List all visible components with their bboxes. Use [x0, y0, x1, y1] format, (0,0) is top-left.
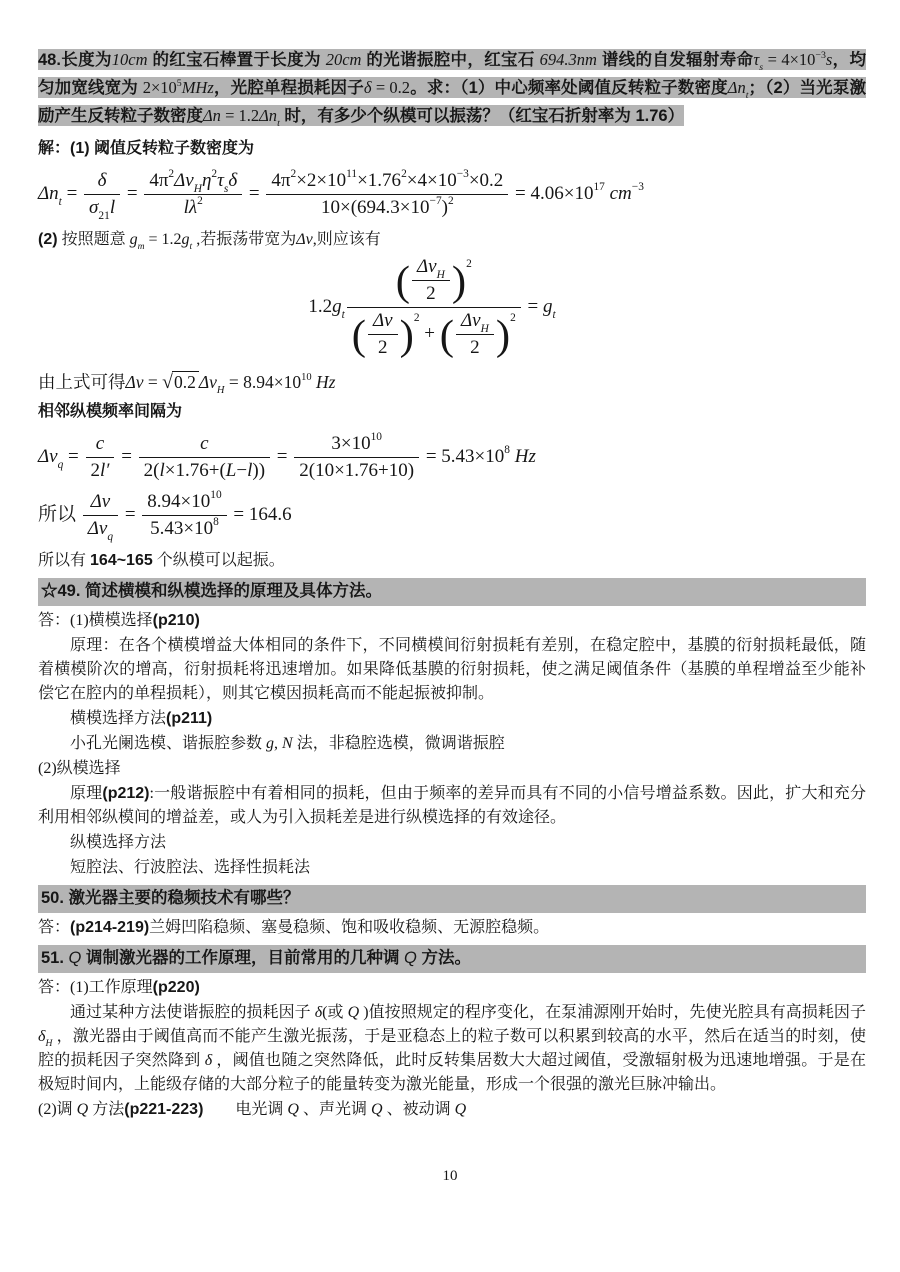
- text-run: 10×(694.3×10: [321, 197, 430, 218]
- math-superscript: 17: [593, 181, 605, 194]
- math-paren: (: [351, 311, 366, 359]
- math-variable: σ: [89, 197, 99, 218]
- fraction-numerator: [347, 256, 521, 308]
- math-variable: η: [201, 170, 212, 191]
- math-variable: τ: [217, 170, 224, 191]
- question-48-highlight: [38, 49, 867, 129]
- text-run: =: [122, 182, 143, 204]
- math-variable: Q: [371, 1101, 383, 1118]
- math-variable: δ: [38, 1028, 46, 1045]
- math-subscript: s: [223, 182, 229, 195]
- math-fraction: [412, 256, 450, 305]
- math-subscript: m: [137, 240, 145, 252]
- math-variable: g: [543, 295, 553, 317]
- math-subscript: t: [552, 308, 556, 321]
- math-variable: Q: [454, 1101, 467, 1118]
- radical-sign: √: [162, 372, 173, 393]
- text-run: 答：: [38, 919, 71, 936]
- math-paren: ): [399, 311, 414, 359]
- text-run: ，阈值也随之突然降低，此时反转集居数大大超过阈值，受激辐射极为迅速地增强。于是在极短时间内，上能级存储的大部分粒子的能量转变为激光能量，形成一个很强的激光巨脉冲输出。: [38, 1052, 866, 1093]
- math-variable: l: [247, 460, 253, 481]
- math-variable: Δν: [174, 170, 194, 191]
- mode-count-conclusion: [38, 549, 866, 573]
- fraction-denominator: [412, 281, 450, 305]
- math-fraction: [266, 170, 508, 219]
- math-variable: Δν: [90, 491, 111, 512]
- math-variable: Δν: [125, 372, 144, 392]
- math-superscript: −3: [456, 168, 469, 181]
- math-variable: δ: [228, 170, 238, 191]
- math-variable: g: [129, 231, 138, 248]
- text-run: =: [61, 182, 83, 204]
- answer-49-label: [38, 609, 866, 633]
- bold-text: ；（2）当光泵激励产生反转粒子数密度: [38, 79, 866, 125]
- formula-bandwidth-result: [38, 369, 866, 396]
- math-variable: Δν: [198, 372, 217, 392]
- math-superscript: 2: [401, 168, 407, 181]
- text-run: 由上式可得: [38, 372, 126, 392]
- math-paren: (: [395, 257, 410, 305]
- bold-text: 时，有多少个纵模可以振荡？（红宝石折射率为 1.76）: [279, 107, 685, 125]
- text-run: =: [272, 445, 293, 467]
- fraction-numerator: [294, 433, 419, 458]
- q-methods: [38, 1098, 866, 1122]
- math-subscript: s: [759, 61, 764, 73]
- text-run: = 1.2: [220, 106, 260, 125]
- math-superscript: 10: [370, 431, 382, 444]
- bold-text: (p214-219): [70, 919, 150, 936]
- text-run: −: [236, 460, 248, 481]
- text-run: )值按照规定的程序变化，在泵浦源刚开始时，先使光腔具有高损耗因子: [359, 1004, 866, 1021]
- text-run: 3×10: [331, 433, 371, 454]
- text-run: 8.94×10: [147, 491, 211, 512]
- bold-text: 谱线的自发辐射寿命: [596, 51, 754, 69]
- math-fraction: [347, 256, 521, 359]
- fraction-numerator: [84, 170, 120, 195]
- math-variable: Q: [347, 1004, 360, 1021]
- bold-text: 调制激光器的工作原理，目前常用的几种调: [81, 949, 405, 967]
- math-subscript: t: [58, 195, 62, 208]
- math-superscript: 5: [176, 77, 182, 89]
- text-run: = 5.43×10: [421, 445, 505, 467]
- text-run: ): [441, 197, 448, 218]
- longitudinal-title: (2)纵模选择: [38, 760, 121, 777]
- fraction-denominator: [368, 335, 398, 359]
- math-superscript: 2: [510, 312, 516, 325]
- math-variable: g: [266, 735, 275, 752]
- math-superscript: 2: [413, 312, 420, 325]
- math-fraction: [294, 433, 419, 482]
- math-paren: (: [439, 311, 454, 359]
- text-run: ×4×10: [406, 170, 457, 191]
- math-variable: l: [109, 197, 116, 218]
- text-run: 、声光调: [298, 1101, 371, 1118]
- solution-step2-line: [38, 228, 866, 252]
- fraction-denominator: [83, 516, 118, 543]
- text-run: 2: [378, 337, 388, 358]
- math-superscript: 8: [504, 444, 510, 457]
- math-variable: Δν: [461, 310, 481, 331]
- bold-text: 的红宝石棒置于长度为: [147, 51, 326, 69]
- transverse-principle: 原理：在各个横模增益大体相同的条件下，不同横模间衍射损耗有差别，在稳定腔中，基膜的衍射损耗最低，随着横模阶次的增高，衍射损耗将迅速增加。如果降低基膜的衍射损耗，使之满足阈值条件（基膜的单程增益至少能补偿它在腔内的单程损耗），则其它模因损耗高而不能起振被抑制。: [38, 637, 866, 702]
- text-run: = 8.94×10: [224, 372, 302, 392]
- math-variable: τ: [753, 50, 760, 69]
- fraction-numerator: [142, 491, 226, 516]
- text-run: 横模选择方法: [70, 710, 167, 727]
- math-subscript: t: [277, 117, 280, 129]
- math-variable: Hz: [311, 372, 336, 392]
- math-variable: l′: [100, 460, 110, 481]
- page-number: 10: [442, 1168, 458, 1184]
- math-subscript: t: [745, 89, 749, 101]
- math-variable: Δν: [416, 256, 437, 277]
- text-run: ×1.76: [357, 170, 402, 191]
- math-variable: s: [825, 50, 833, 69]
- math-sqrt: [162, 369, 199, 396]
- fraction-denominator: [86, 458, 115, 482]
- math-superscript: 2: [211, 168, 218, 181]
- text-run: 2×10: [142, 78, 177, 97]
- text-run: (或: [322, 1004, 348, 1021]
- math-subscript: 21: [98, 209, 110, 222]
- math-variable: Δν: [38, 445, 58, 467]
- math-variable: c: [95, 433, 105, 454]
- math-subscript: q: [107, 530, 114, 543]
- math-fraction: [368, 310, 398, 359]
- math-subscript: H: [45, 1037, 53, 1049]
- mode-interval-label: 相邻纵模频率间隔为: [38, 403, 183, 420]
- math-superscript: 2: [197, 195, 203, 208]
- math-variable: δ: [363, 78, 372, 97]
- text-run: 小孔光阑选模、谐振腔参数: [70, 735, 267, 752]
- math-variable: 20cm: [325, 50, 362, 69]
- text-run: +: [419, 322, 440, 344]
- math-variable: g: [332, 295, 342, 317]
- math-subscript: t: [341, 308, 345, 321]
- text-run: = 4.06×10: [510, 182, 594, 204]
- math-subscript: H: [480, 322, 489, 335]
- q-switching-principle: [38, 1001, 866, 1097]
- fraction-numerator: [139, 433, 270, 458]
- math-variable: Δν: [87, 518, 108, 539]
- math-superscript: −3: [631, 181, 644, 194]
- longitudinal-methods: 短腔法、行波腔法、选择性损耗法: [70, 859, 311, 876]
- fraction-numerator: [266, 170, 508, 195]
- fraction-numerator: [456, 310, 494, 335]
- math-paren: ): [495, 311, 511, 359]
- math-fraction: [142, 491, 226, 540]
- bold-text: 方法。: [416, 949, 471, 967]
- bold-text: 164~165: [90, 552, 153, 569]
- transverse-method-title: [38, 707, 866, 731]
- fraction-numerator: [412, 256, 450, 281]
- bold-text: 48.长度为: [38, 51, 112, 69]
- math-superscript: 2: [466, 258, 472, 271]
- math-superscript: 2: [290, 168, 297, 181]
- math-variable: Δν: [296, 231, 313, 248]
- bold-text: (p212): [102, 785, 150, 802]
- formula-mode-count: [38, 489, 866, 543]
- math-subscript: q: [57, 458, 64, 471]
- text-run: ×2×10: [296, 170, 347, 191]
- bold-text: ，光腔单程损耗因子: [213, 79, 364, 97]
- text-run: 1.2: [308, 295, 333, 317]
- math-fraction: [456, 310, 494, 359]
- solution-intro: 解：(1) 阈值反转粒子数密度为: [38, 140, 255, 157]
- text-run: 兰姆凹陷稳频、塞曼稳频、饱和吸收稳频、无源腔稳频。: [149, 919, 550, 936]
- math-variable: g: [181, 231, 190, 248]
- formula-gain-bandwidth: [38, 256, 826, 359]
- math-variable: Δn: [259, 106, 278, 125]
- math-superscript: 2: [168, 168, 175, 181]
- text-run: ，激光器由于阈值高而不能产生激光振荡，于是亚稳态上的粒子数可以积累到较高的水平，然后在适当的时刻，使腔的损耗因子突然降到: [38, 1028, 866, 1069]
- math-fraction: [86, 433, 115, 482]
- math-subscript: H: [193, 182, 202, 195]
- text-run: ,则应该有: [312, 231, 381, 248]
- transverse-methods: [38, 732, 866, 756]
- text-run: 0.2: [173, 372, 196, 392]
- fraction-denominator: [144, 195, 242, 219]
- math-variable: MHz: [181, 78, 214, 97]
- fraction-denominator: [84, 195, 120, 222]
- math-variable: N: [282, 735, 293, 752]
- fraction-numerator: [368, 310, 398, 335]
- bold-text: ，均匀加宽线宽为: [38, 51, 867, 97]
- math-superscript: −7: [429, 195, 442, 208]
- text-run: :一般谐振腔中有着相同的损耗，但由于频率的差异而具有不同的小信号增益系数。因此，扩大和充分利用相邻纵模间的增益差，或人为引入损耗差是进行纵模选择的有效途径。: [38, 785, 866, 826]
- math-subscript: H: [436, 268, 445, 281]
- text-run: 所以: [38, 503, 81, 525]
- formula-mode-spacing: [38, 433, 866, 482]
- text-run: 2: [426, 283, 436, 304]
- text-run: 个纵模可以起振。: [152, 552, 285, 569]
- text-run: = 1.2: [144, 231, 182, 248]
- text-run: 方法: [88, 1101, 125, 1118]
- math-variable: Δν: [372, 310, 393, 331]
- math-variable: lλ: [183, 197, 198, 218]
- text-run: )): [252, 460, 266, 481]
- math-fraction: [83, 491, 118, 543]
- math-superscript: 2: [447, 195, 454, 208]
- text-run: 答：(1)工作原理: [38, 979, 153, 996]
- text-run: =: [143, 372, 163, 392]
- math-variable: Δn: [203, 106, 221, 125]
- text-run: 2: [90, 460, 101, 481]
- answer-51-label: [38, 976, 866, 1000]
- question-49-header: ☆49. 简述横模和纵模选择的原理及具体方法。: [38, 578, 866, 606]
- fraction-numerator: [144, 170, 242, 195]
- math-variable: Q: [404, 949, 417, 967]
- fraction-denominator: [347, 308, 521, 359]
- text-run: 按照题意: [57, 231, 130, 248]
- text-run: ,: [274, 735, 283, 752]
- math-fraction: [144, 170, 242, 219]
- math-superscript: 10: [210, 489, 222, 502]
- text-run: 法，非稳腔选模，微调谐振腔: [292, 735, 505, 752]
- math-subscript: t: [189, 240, 193, 252]
- text-run: =: [116, 445, 137, 467]
- bold-text: 。求：（1）中心频率处阈值反转粒子数密度: [410, 79, 728, 97]
- longitudinal-method-title: 纵模选择方法: [70, 834, 167, 851]
- text-run: = 0.2: [371, 78, 411, 97]
- answer-50: [38, 916, 866, 940]
- bold-text: (p211): [166, 710, 213, 727]
- bold-text: (p210): [152, 612, 200, 629]
- bold-text: (2): [38, 231, 58, 248]
- bold-text: 51.: [41, 949, 69, 967]
- fraction-denominator: [139, 458, 270, 482]
- text-run: 2(10×1.76+10): [299, 460, 415, 481]
- text-run: = 164.6: [228, 503, 292, 525]
- text-run: 2(: [143, 460, 160, 481]
- math-variable: δ: [97, 170, 107, 191]
- math-variable: δ: [204, 1052, 213, 1069]
- question-50-header: 50. 激光器主要的稳频技术有哪些？: [38, 885, 866, 913]
- math-variable: cm: [604, 182, 632, 204]
- math-variable: Q: [68, 949, 82, 967]
- fraction-denominator: [266, 195, 508, 219]
- text-run: 2: [470, 337, 480, 358]
- math-variable: Hz: [509, 445, 536, 467]
- math-variable: δ: [314, 1004, 323, 1021]
- math-superscript: −3: [815, 49, 826, 61]
- text-run: 4π: [149, 170, 169, 191]
- math-superscript: 11: [346, 168, 358, 181]
- text-run: 电光调: [203, 1101, 288, 1118]
- bold-text: 的光谐振腔中，红宝石: [361, 51, 540, 69]
- radicand: [172, 371, 199, 392]
- math-fraction: [139, 433, 270, 482]
- text-run: 原理: [70, 785, 103, 802]
- text-run: ,若振荡带宽为: [192, 231, 297, 248]
- math-fraction: [84, 170, 120, 222]
- math-superscript: 10: [301, 372, 312, 384]
- math-variable: L: [225, 460, 237, 481]
- text-run: ×0.2: [468, 170, 504, 191]
- math-variable: 694.3nm: [539, 50, 597, 69]
- math-variable: c: [200, 433, 209, 454]
- text-run: 答：(1)横模选择: [38, 612, 153, 629]
- text-run: =: [522, 295, 543, 317]
- fraction-numerator: [86, 433, 115, 458]
- text-run: 、被动调: [382, 1101, 455, 1118]
- text-run: (2)调: [38, 1101, 77, 1118]
- fraction-denominator: [456, 335, 494, 359]
- text-run: = 4×10: [763, 50, 816, 69]
- text-run: 4π: [271, 170, 291, 191]
- bold-text: (p221-223): [124, 1101, 204, 1118]
- fraction-denominator: [294, 458, 419, 482]
- text-run: 5.43×10: [150, 518, 214, 539]
- formula-threshold-density: [38, 168, 866, 222]
- question-51-header: [38, 945, 866, 973]
- bold-text: (p220): [152, 979, 200, 996]
- fraction-numerator: [83, 491, 118, 516]
- math-variable: l: [159, 460, 165, 481]
- math-subscript: H: [216, 385, 225, 397]
- text-run: ×1.76+(: [164, 460, 226, 481]
- longitudinal-principle: [38, 782, 866, 830]
- text-run: =: [244, 182, 265, 204]
- question-48-header: [38, 46, 866, 130]
- text-run: 所以有: [38, 552, 91, 569]
- fraction-denominator: [142, 516, 226, 540]
- text-run: =: [120, 503, 141, 525]
- math-paren: ): [451, 257, 467, 305]
- math-variable: Δn: [38, 182, 59, 204]
- math-variable: Δn: [727, 78, 746, 97]
- math-superscript: 8: [213, 516, 219, 529]
- text-run: =: [63, 445, 84, 467]
- math-variable: Q: [287, 1101, 299, 1118]
- math-variable: Q: [76, 1101, 89, 1118]
- math-variable: 10cm: [111, 50, 148, 69]
- text-run: 通过某种方法使谐振腔的损耗因子: [70, 1004, 315, 1021]
